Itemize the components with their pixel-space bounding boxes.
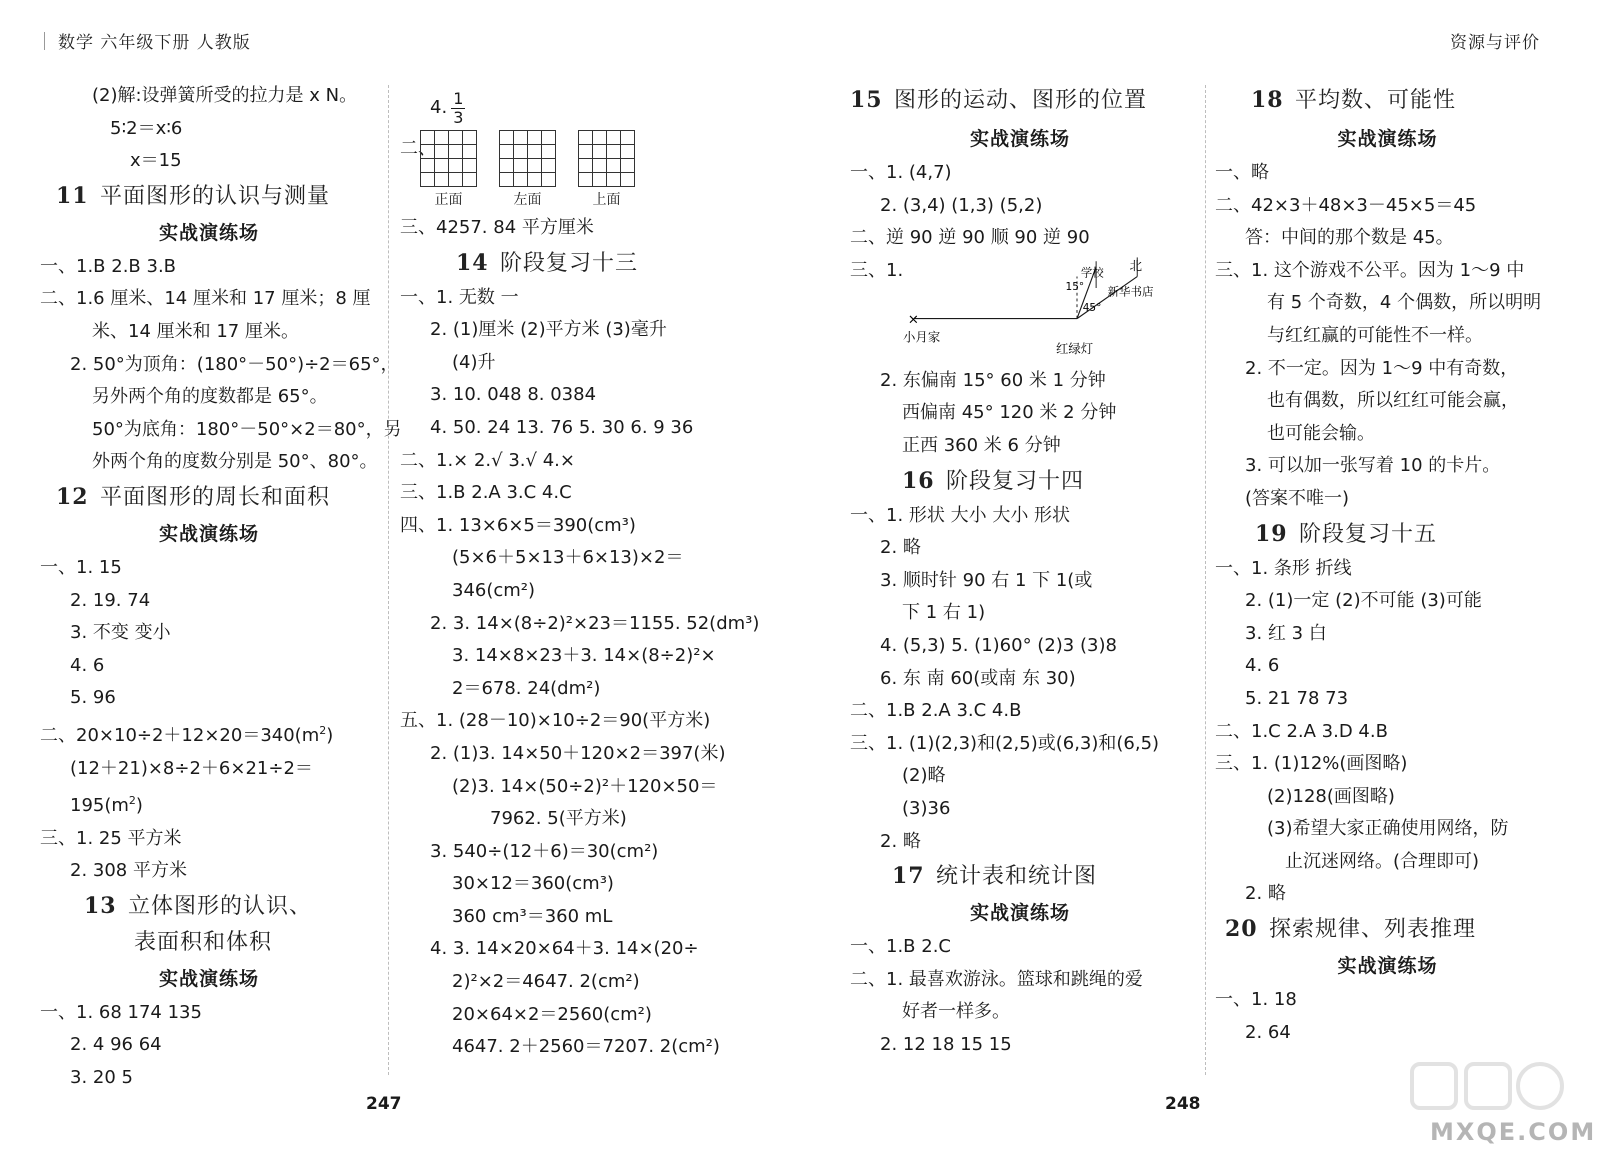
map-label-light: 红绿灯: [1056, 340, 1094, 356]
column-4: [1215, 80, 1560, 1049]
answer-line: 五、1. (28－10)×10÷2＝90(平方米): [400, 710, 711, 732]
map-home-marker: ×: [907, 312, 920, 328]
map-label-home: 小月家: [903, 329, 941, 345]
section-heading-11: 11 平面图形的认识与测量: [56, 182, 331, 209]
answer-line: 止沉迷网络。(合理即可): [1285, 850, 1480, 872]
column-divider-1: [388, 85, 389, 1075]
answer-line: 5. 21 78 73: [1245, 687, 1349, 709]
answer-line: 二、42×3＋48×3－45×5＝45: [1215, 194, 1477, 216]
answer-line: 5∶2＝x∶6: [110, 117, 183, 139]
answer-line: 一、1. 68 174 135: [40, 1001, 202, 1023]
answer-line: 答：中间的那个数是 45。: [1245, 227, 1454, 249]
answer-line: (5×6＋5×13＋6×13)×2＝: [452, 547, 684, 569]
watermark-text: MXQE.COM: [1430, 1118, 1597, 1146]
answer-line: x＝15: [130, 150, 182, 172]
section-heading-20: 20 探索规律、列表推理: [1225, 916, 1477, 943]
answer-line: 3. 10. 048 8. 0384: [430, 384, 597, 406]
answer-line: 一、1. 18: [1215, 989, 1297, 1011]
answer-line: $195(m^2)$: [70, 794, 143, 817]
answer-line: 2. 3. 14×(8÷2)²×23＝1155. 52(dm³): [430, 612, 760, 634]
answer-line: 二、1.× 2.√ 3.√ 4.×: [400, 449, 575, 471]
answer-line: 50°为底角：180°－50°×2＝80°，另: [92, 418, 402, 440]
map-label-angle-45: 45°: [1082, 301, 1102, 314]
answer-line: 4. 6: [70, 654, 105, 676]
column-divider-3: [1205, 85, 1206, 1075]
drill-heading: 实战演练场: [158, 221, 259, 244]
answer-line: 一、1.B 2.B 3.B: [40, 255, 177, 277]
section-heading-12: 12 平面图形的周长和面积: [56, 483, 331, 510]
answer-line: 2. 不一定。因为 1～9 中有奇数，: [1245, 357, 1519, 379]
view-top: 上面: [578, 130, 635, 209]
answer-line: 一、略: [1215, 162, 1269, 183]
answer-line: 4. $\frac{1}{3}$: [430, 88, 464, 127]
page-number-right: 248: [1165, 1094, 1201, 1114]
answer-line: 2. 12 18 15 15: [880, 1033, 1012, 1055]
map-label-school: 学校: [1081, 265, 1104, 280]
answer-line: 米、14 厘米和 17 厘米。: [92, 320, 299, 342]
answer-line: 2. 50°为顶角：(180°－50°)÷2＝65°，: [70, 353, 399, 375]
answer-line: 二、1. 最喜欢游泳。篮球和跳绳的爱: [850, 968, 1143, 990]
answer-line: (3)36: [902, 797, 951, 819]
column-2: [400, 86, 780, 1064]
answer-line: 四、1. 13×6×5＝390(cm³): [400, 514, 636, 536]
answer-line: 一、1.B 2.C: [850, 936, 951, 958]
section-heading-19: 19 阶段复习十五: [1255, 520, 1438, 547]
answer-line: 2. 64: [1245, 1021, 1291, 1043]
answer-line: 3. 可以加一张写着 10 的卡片。: [1245, 455, 1501, 477]
answer-line: 也有偶数，所以红红可能会赢，: [1267, 390, 1519, 412]
section-heading-16: 16 阶段复习十四: [902, 467, 1085, 494]
section-heading-13: 13 立体图形的认识、: [84, 892, 313, 919]
answer-line: 7962. 5(平方米): [490, 808, 627, 830]
section-heading-18: 18 平均数、可能性: [1251, 87, 1457, 113]
answer-line: 2. 略: [880, 830, 921, 852]
answer-line: 20×64×2＝2560(cm²): [452, 1003, 652, 1025]
answer-line: 一、1. 无数 一: [400, 286, 519, 308]
answer-line: (4)升: [452, 351, 496, 373]
map-row: 三、1. × 北 学校 15° 新华书店 45° 小月家 红绿灯: [850, 255, 1190, 365]
answer-line: 三、4257. 84 平方厘米: [400, 217, 594, 238]
answer-line: 也可能会输。: [1267, 422, 1375, 444]
answer-line: 下 1 右 1): [902, 602, 986, 624]
answer-line: 二、1.B 2.A 3.C 4.B: [850, 700, 1022, 722]
answer-line: 2. (1)3. 14×50＋120×2＝397(米): [430, 742, 726, 764]
answer-line: 4. 3. 14×20×64＋3. 14×(20÷: [430, 938, 699, 960]
answer-line: 二、1.6 厘米、14 厘米和 17 厘米；8 厘: [40, 288, 371, 310]
view-left: 左面: [499, 130, 556, 209]
drill-heading: 实战演练场: [1337, 128, 1438, 150]
answer-line: 2. 19. 74: [70, 589, 151, 611]
drill-heading: 实战演练场: [158, 522, 259, 545]
answer-line: 二、1.C 2.A 3.D 4.B: [1215, 720, 1388, 742]
answer-line: 西偏南 45° 120 米 2 分钟: [902, 402, 1117, 424]
answer-line: 346(cm²): [452, 579, 536, 601]
section-heading-15: 15 图形的运动、图形的位置: [850, 87, 1148, 113]
answer-line: 好者一样多。: [902, 1001, 1010, 1023]
drill-heading: 实战演练场: [158, 967, 259, 990]
map-label-bookstore: 新华书店: [1107, 284, 1154, 299]
page-number-left: 247: [366, 1094, 402, 1114]
answer-line: (3)希望大家正确使用网络，防: [1267, 818, 1509, 840]
answer-line: 三、1. (1)(2,3)和(2,5)或(6,3)和(6,5): [850, 732, 1160, 754]
answer-line: 二、逆 90 逆 90 顺 90 逆 90: [850, 227, 1090, 249]
view-front: 正面: [420, 130, 477, 209]
fraction: $\frac{1}{3}$: [453, 88, 464, 127]
three-views: 二、 正面 左面 上面: [400, 130, 780, 212]
answer-line: 3. 不变 变小: [70, 622, 171, 644]
answer-line: 2. 308 平方米: [70, 860, 187, 882]
answer-line: 3. 顺时针 90 右 1 下 1(或: [880, 569, 1093, 591]
answer-line: (2)解:设弹簧所受的拉力是 x N。: [92, 85, 358, 106]
answer-line: 3. 540÷(12＋6)＝30(cm²): [430, 840, 659, 862]
answer-line: 2)²×2＝4647. 2(cm²): [452, 971, 640, 993]
answer-line: 2. (1)厘米 (2)平方米 (3)毫升: [430, 319, 667, 341]
answer-line: 外两个角的度数分别是 50°、80°。: [92, 451, 378, 473]
answer-line: 3. 红 3 白: [1245, 622, 1327, 644]
answer-line: 4. 50. 24 13. 76 5. 30 6. 9 36: [430, 416, 694, 438]
answer-line: 2. 东偏南 15° 60 米 1 分钟: [880, 369, 1106, 391]
header-right: 资源与评价: [1450, 33, 1540, 53]
answer-line: 一、1. 形状 大小 大小 形状: [850, 504, 1071, 526]
answer-line: 2. 略: [880, 537, 921, 559]
answer-line: 三、1. 25 平方米: [40, 827, 182, 849]
answer-line: 2. 略: [1245, 883, 1286, 905]
answer-line: 4647. 2＋2560＝7207. 2(cm²): [452, 1036, 720, 1058]
answer-line: 6. 东 南 60(或南 东 30): [880, 667, 1076, 689]
answer-line: 5. 96: [70, 687, 116, 709]
answer-line: 2. (3,4) (1,3) (5,2): [880, 194, 1043, 216]
answer-line: (12＋21)×8÷2＋6×21÷2＝: [70, 757, 313, 779]
answer-line: 4. 6: [1245, 655, 1280, 677]
answer-line: 三、1.B 2.A 3.C 4.C: [400, 482, 572, 504]
answer-line: 一、1. 条形 折线: [1215, 557, 1352, 579]
answer-line: 三、1. (1)12%(画图略): [1215, 753, 1408, 775]
answer-line: 三、1. 这个游戏不公平。因为 1～9 中: [1215, 259, 1525, 281]
answer-line: 4. (5,3) 5. (1)60° (2)3 (3)8: [880, 634, 1117, 656]
answer-line: 一、1. 15: [40, 556, 122, 578]
answer-line: 30×12＝360(cm³): [452, 873, 614, 895]
header-divider: [44, 32, 45, 50]
section-heading-17: 17 统计表和统计图: [892, 863, 1098, 890]
column-3: [850, 80, 1190, 1061]
section-heading-14: 14 阶段复习十三: [456, 249, 639, 276]
answer-line: 一、1. (4,7): [850, 162, 952, 183]
map-label-north: 北: [1129, 257, 1143, 273]
answer-line: (2)略: [902, 765, 946, 787]
answer-line: 2. (1)一定 (2)不可能 (3)可能: [1245, 590, 1482, 612]
answer-line: 二、$20\times 10\div 2+12\times 20=340(m^2)$: [40, 723, 334, 746]
answer-line: 正西 360 米 6 分钟: [902, 434, 1061, 456]
column-1: [40, 80, 402, 1095]
answer-line: (2)3. 14×(50÷2)²＋120×50＝: [452, 775, 718, 797]
answer-line: 360 cm³＝360 mL: [452, 905, 613, 927]
answer-line: (答案不唯一): [1245, 487, 1350, 509]
answer-line: 2. 4 96 64: [70, 1034, 162, 1056]
header-left: 数学 六年级下册 人教版: [58, 33, 251, 53]
drill-heading: 实战演练场: [969, 128, 1070, 150]
answer-line: 2＝678. 24(dm²): [452, 677, 601, 699]
answer-line: 3. 14×8×23＋3. 14×(8÷2)²×: [452, 645, 716, 667]
section-heading-13-cont: 表面积和体积: [134, 929, 273, 955]
direction-map: [903, 255, 1190, 365]
drill-heading: 实战演练场: [969, 902, 1070, 925]
answer-line: 有 5 个奇数，4 个偶数，所以明明: [1267, 292, 1542, 314]
answer-line: 另外两个角的度数都是 65°。: [92, 386, 328, 408]
answer-line: 3. 20 5: [70, 1067, 133, 1089]
answer-line: (2)128(画图略): [1267, 785, 1395, 807]
answer-line: 与红红赢的可能性不一样。: [1267, 324, 1483, 346]
drill-heading: 实战演练场: [1337, 955, 1438, 978]
map-label-angle-15: 15°: [1065, 280, 1085, 293]
